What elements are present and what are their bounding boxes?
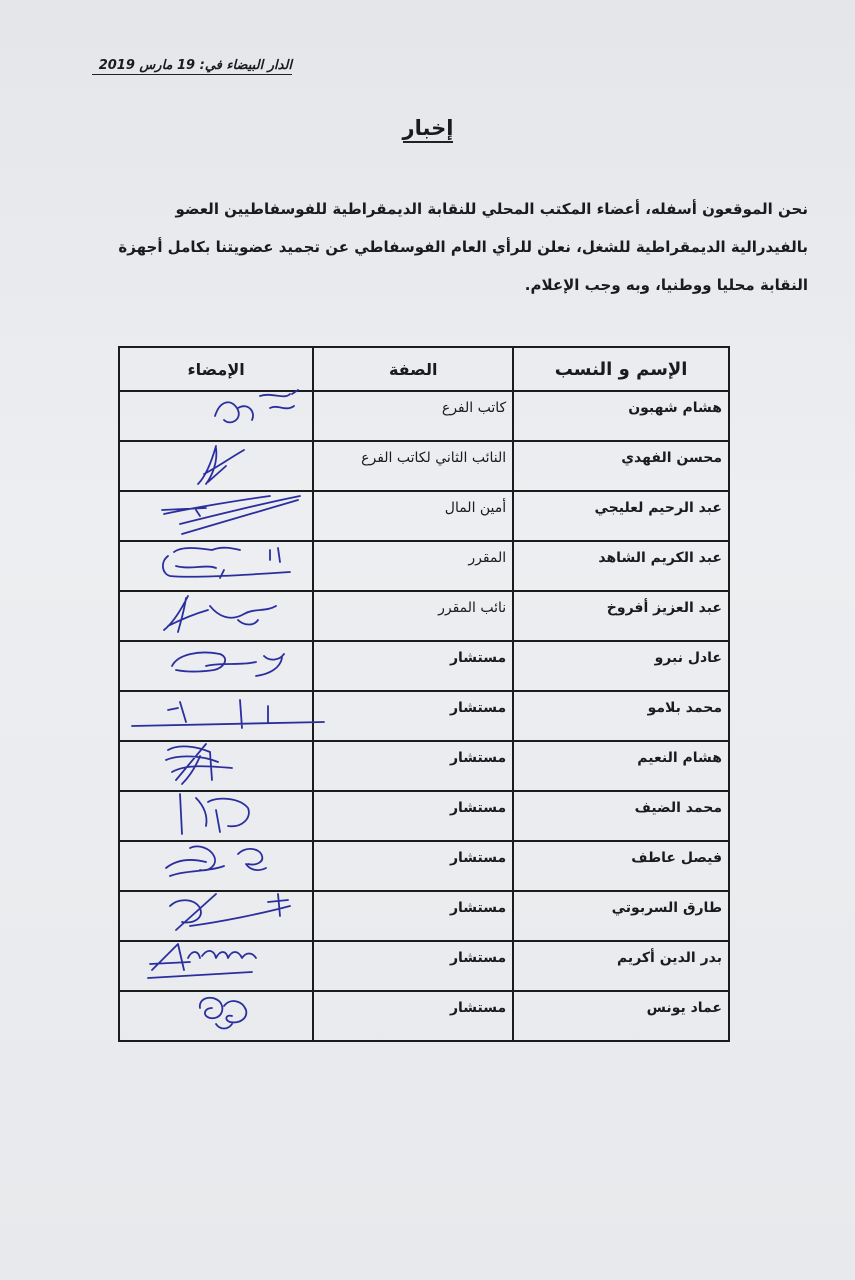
- table-row: [119, 791, 729, 841]
- table-row: [119, 391, 729, 441]
- member-name: عبد الكريم الشاهد: [513, 541, 729, 591]
- table-row: [119, 441, 729, 491]
- date-line: الدار البيضاء في: 19 مارس 2019: [92, 58, 292, 75]
- member-name: محسن الفهدي: [513, 441, 729, 491]
- table-row: [119, 541, 729, 591]
- member-role: مستشار: [313, 991, 513, 1041]
- member-role: أمين المال: [313, 491, 513, 541]
- member-name: محمد الضيف: [513, 791, 729, 841]
- member-name: هشام النعيم: [513, 741, 729, 791]
- member-role: النائب الثاني لكاتب الفرع: [313, 441, 513, 491]
- signature-cell: [119, 841, 313, 891]
- signature-cell: [119, 491, 313, 541]
- signature-cell: [119, 991, 313, 1041]
- table-row: [119, 641, 729, 691]
- member-role: نائب المقرر: [313, 591, 513, 641]
- member-name: محمد بلامو: [513, 691, 729, 741]
- signature-cell: [119, 591, 313, 641]
- signature-cell: [119, 441, 313, 491]
- table-header-row: [119, 347, 729, 391]
- signature-cell: [119, 541, 313, 591]
- body-paragraph: نحن الموقعون أسفله، أعضاء المكتب المحلي للنقابة الديمقراطية للفوسفاطيين العضو بالفيدرالية الديمقراطية للشغل، نعلن للرأي العام الفوسفاطي عن تجميد عضويتنا بكامل أجهزة النقابة محليا ووطنيا، وبه وجب الإعلام.: [118, 200, 808, 294]
- table-row: [119, 891, 729, 941]
- member-name: بدر الدين أكريم: [513, 941, 729, 991]
- member-name: عادل نبرو: [513, 641, 729, 691]
- document-body: [100, 190, 808, 304]
- table-row: [119, 991, 729, 1041]
- member-name: عبد الرحيم لعليجي: [513, 491, 729, 541]
- member-role: مستشار: [313, 891, 513, 941]
- member-name: عبد العزيز أفروخ: [513, 591, 729, 641]
- member-name: هشام شهبون: [513, 391, 729, 441]
- header-signature: الإمضاء: [119, 347, 313, 391]
- signature-cell: [119, 641, 313, 691]
- header-name: الإسم و النسب: [513, 347, 729, 391]
- member-role: كاتب الفرع: [313, 391, 513, 441]
- header-role: الصفة: [313, 347, 513, 391]
- member-name: عماد يونس: [513, 991, 729, 1041]
- member-role: مستشار: [313, 841, 513, 891]
- member-role: مستشار: [313, 791, 513, 841]
- signature-cell: [119, 891, 313, 941]
- table-row: [119, 941, 729, 991]
- signature-cell: [119, 741, 313, 791]
- member-role role-bold: المقرر: [313, 541, 513, 591]
- member-role: مستشار: [313, 641, 513, 691]
- signature-cell: [119, 391, 313, 441]
- document-title: [360, 116, 496, 140]
- member-name: فيصل عاطف: [513, 841, 729, 891]
- signature-cell: [119, 941, 313, 991]
- table-row: [119, 591, 729, 641]
- table-row: [119, 491, 729, 541]
- table-row: [119, 691, 729, 741]
- member-role: مستشار: [313, 691, 513, 741]
- signature-cell: [119, 791, 313, 841]
- members-table: [118, 346, 730, 1042]
- table-row: [119, 841, 729, 891]
- member-role: مستشار: [313, 941, 513, 991]
- document-title-text: إخبار: [403, 116, 454, 143]
- member-name: طارق السربوتي: [513, 891, 729, 941]
- table-row: [119, 741, 729, 791]
- member-role: مستشار: [313, 741, 513, 791]
- signature-cell: [119, 691, 313, 741]
